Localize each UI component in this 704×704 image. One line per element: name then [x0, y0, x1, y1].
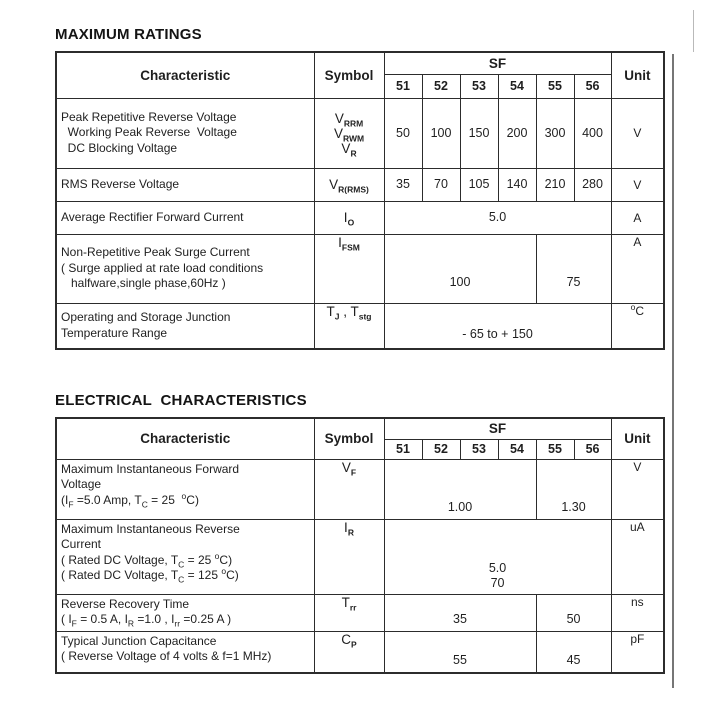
column-header-56: 56 — [574, 74, 611, 98]
electrical-characteristics-table — [55, 417, 665, 674]
characteristic-cell — [56, 201, 314, 234]
characteristic-cell — [56, 98, 314, 168]
table-header-row — [56, 52, 664, 74]
value-cell-span: - 65 to + 150 — [384, 303, 611, 349]
characteristic-line: ( Reverse Voltage of 4 volts & f=1 MHz) — [61, 649, 272, 663]
value-cell: 300 — [536, 98, 574, 168]
characteristic-line: Average Rectifier Forward Current — [61, 209, 244, 224]
unit-cell: V — [611, 168, 664, 201]
value-cell-span: 75 — [536, 234, 611, 303]
characteristic-line: Typical Junction Capacitance — [61, 633, 217, 648]
characteristic-line: Current — [61, 537, 102, 551]
table-row — [56, 459, 664, 519]
column-header-series: SF — [384, 418, 611, 439]
value-cell-span: 100 — [384, 234, 536, 303]
column-header-52: 52 — [422, 439, 460, 459]
symbol-cell: $T_{rr}$ — [314, 594, 384, 631]
table-row — [56, 631, 664, 673]
value-cell: 210 — [536, 168, 574, 201]
table-row — [56, 303, 664, 349]
symbol-cell: $V_F$ — [314, 459, 384, 519]
value-cell-span: 1.00 — [384, 459, 536, 519]
characteristic-line: Temperature Range — [61, 325, 168, 340]
column-header-series: SF — [384, 52, 611, 74]
value-cell-span: 35 — [384, 594, 536, 631]
table-row — [56, 201, 664, 234]
column-header-symbol: Symbol — [314, 52, 384, 98]
column-header-55: 55 — [536, 439, 574, 459]
value-cell-span: 50 — [536, 594, 611, 631]
characteristic-line: ( Surge applied at rate load conditions — [61, 260, 264, 275]
value-line: 70 — [490, 575, 505, 590]
value-cell: 140 — [498, 168, 536, 201]
characteristic-cell — [56, 234, 314, 303]
characteristic-line: Maximum Instantaneous Forward — [61, 461, 240, 476]
characteristic-line: Reverse Recovery Time — [61, 596, 190, 611]
scan-edge-mark — [693, 10, 694, 52]
characteristic-line: ( Rated DC Voltage, $T_C = 25$ $^o$C) — [61, 550, 233, 569]
characteristic-cell — [56, 631, 314, 673]
characteristic-cell — [56, 594, 314, 631]
characteristic-cell — [56, 519, 314, 594]
column-header-unit: Unit — [611, 52, 664, 98]
max-ratings-table — [55, 51, 665, 350]
column-header-56: 56 — [574, 439, 611, 459]
characteristic-cell — [56, 168, 314, 201]
table-row — [56, 234, 664, 303]
value-cell-span: 55 — [384, 631, 536, 673]
column-header-51: 51 — [384, 439, 422, 459]
unit-cell: pF — [611, 631, 664, 673]
table-header-row — [56, 418, 664, 439]
value-cell-span: 5.0 — [384, 201, 611, 234]
characteristic-line: Operating and Storage Junction — [61, 310, 231, 325]
characteristic-line: ( Rated DC Voltage, $T_C = 125$ $^o$C) — [61, 566, 239, 585]
value-cell: 70 — [422, 168, 460, 201]
unit-cell: V — [611, 98, 664, 168]
column-header-53: 53 — [460, 74, 498, 98]
column-header-characteristic: Characteristic — [56, 418, 314, 459]
characteristic-line: ( $I_F = 0.5$ A, $I_R =1.0$ , $I_{rr} =0.25$ A ) — [61, 612, 232, 629]
value-cell: 280 — [574, 168, 611, 201]
table-row — [56, 168, 664, 201]
unit-cell: ns — [611, 594, 664, 631]
characteristic-line: DC Blocking Voltage — [61, 140, 178, 155]
column-header-53: 53 — [460, 439, 498, 459]
characteristic-line: Non-Repetitive Peak Surge Current — [61, 245, 250, 260]
symbol-cell: $I_{FSM}$ — [314, 234, 384, 303]
unit-cell: uA — [611, 519, 664, 594]
value-line: 5.0 — [488, 560, 507, 575]
characteristic-line: Peak Repetitive Reverse Voltage — [61, 109, 237, 124]
column-header-characteristic: Characteristic — [56, 52, 314, 98]
value-cell-span — [384, 519, 611, 594]
symbol-cell: $T_J$ , $T_{stg}$ — [314, 303, 384, 349]
value-cell: 400 — [574, 98, 611, 168]
column-header-51: 51 — [384, 74, 422, 98]
unit-cell: A — [611, 234, 664, 303]
table-row — [56, 519, 664, 594]
scan-edge-line — [672, 54, 674, 688]
symbol-cell: $V_{R(RMS)}$ — [314, 168, 384, 201]
unit-cell: $^o$C — [611, 303, 664, 349]
value-cell: 100 — [422, 98, 460, 168]
value-cell: 105 — [460, 168, 498, 201]
column-header-unit: Unit — [611, 418, 664, 459]
value-cell: 200 — [498, 98, 536, 168]
characteristic-cell — [56, 459, 314, 519]
value-cell-span: 1.30 — [536, 459, 611, 519]
characteristic-line: Voltage — [61, 477, 102, 491]
table-row — [56, 594, 664, 631]
characteristic-line: ($I_F =5.0$ Amp, $T_C = 25$ $^o$C) — [61, 490, 199, 509]
unit-cell: A — [611, 201, 664, 234]
section-title-electrical-characteristics: ELECTRICAL CHARACTERISTICS — [55, 392, 307, 409]
characteristic-line: Maximum Instantaneous Reverse — [61, 521, 240, 536]
symbol-cell: $C_P$ — [314, 631, 384, 673]
characteristic-line: halfware,single phase,60Hz ) — [61, 276, 226, 291]
unit-cell: V — [611, 459, 664, 519]
value-cell: 150 — [460, 98, 498, 168]
value-cell: 35 — [384, 168, 422, 201]
symbol-cell: $I_R$ — [314, 519, 384, 594]
column-header-54: 54 — [498, 74, 536, 98]
value-cell-span: 45 — [536, 631, 611, 673]
characteristic-cell — [56, 303, 314, 349]
column-header-52: 52 — [422, 74, 460, 98]
value-cell: 50 — [384, 98, 422, 168]
section-title-maximum-ratings: MAXIMUM RATINGS — [55, 26, 202, 43]
column-header-54: 54 — [498, 439, 536, 459]
table-row — [56, 98, 664, 168]
column-header-symbol: Symbol — [314, 418, 384, 459]
symbol-cell: $V_{RRM}$ $V_{RWM}$ $V_R$ — [314, 98, 384, 168]
characteristic-line: RMS Reverse Voltage — [61, 176, 180, 191]
symbol-cell: $I_O$ — [314, 201, 384, 234]
column-header-55: 55 — [536, 74, 574, 98]
characteristic-line: Working Peak Reverse Voltage — [61, 125, 237, 140]
